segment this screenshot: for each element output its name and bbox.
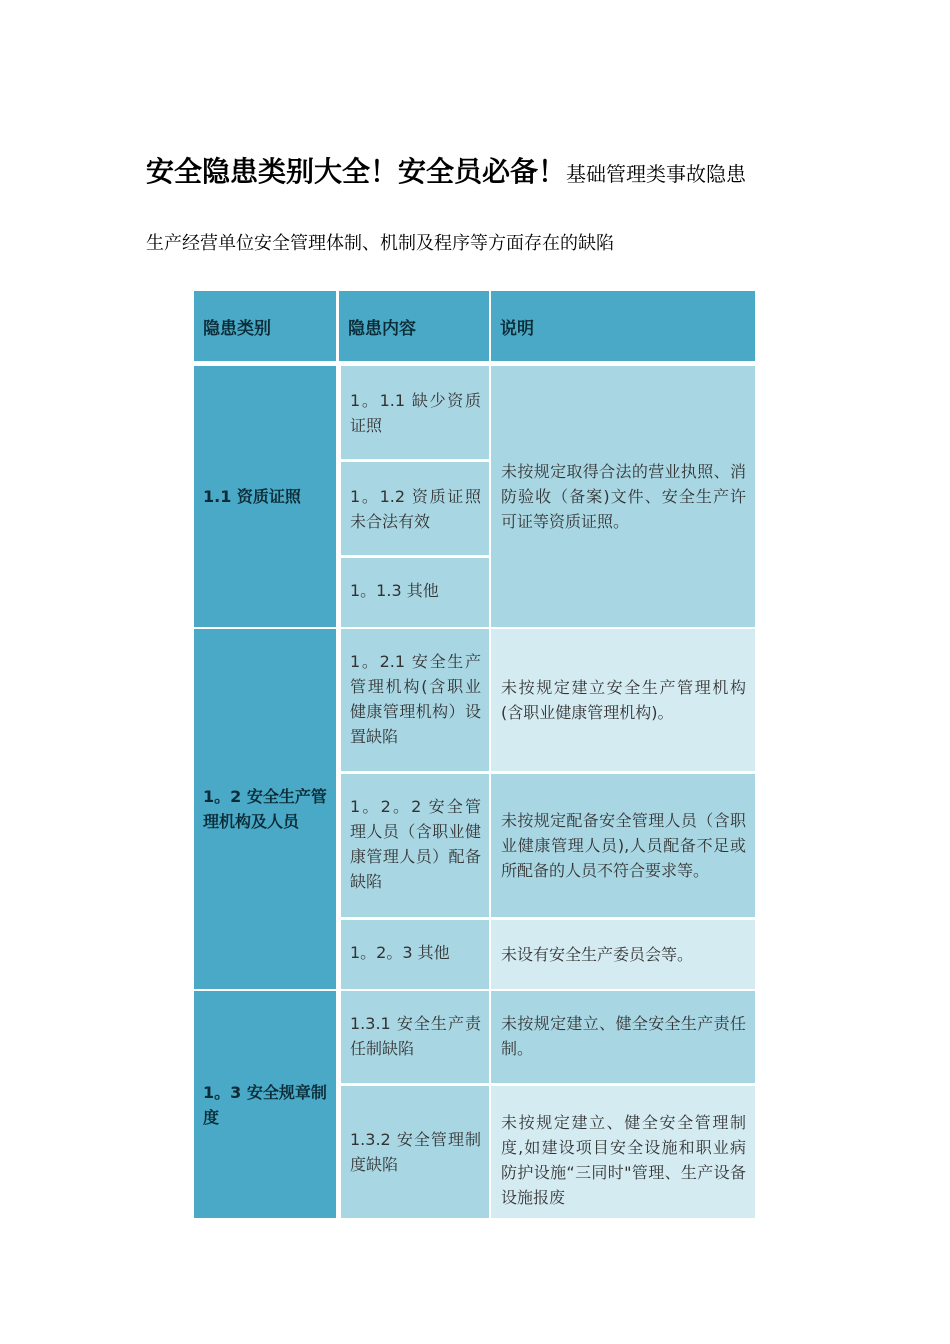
category-cell: 1。3 安全规章制度 [194,991,336,1218]
header-category: 隐患类别 [194,291,336,361]
category-cell: 1。2 安全生产管理机构及人员 [194,629,336,989]
page-title [146,152,846,194]
note-text: 未按规定建立安全生产管理机构(含职业健康管理机构)。 [501,678,746,722]
note-text: 未按规定配备安全管理人员（含职业健康管理人员),人员配备不足或所配备的人员不符合要求等。 [501,811,746,880]
note-cell [491,1086,755,1218]
section-subtitle: 生产经营单位安全管理体制、机制及程序等方面存在的缺陷 [146,233,614,254]
content-cell: 1.3.1 安全生产责任制缺陷 [341,991,489,1083]
content-cell: 1。2。2 安全管理人员（含职业健康管理人员）配备缺陷 [341,774,489,917]
note-text: 未按规定取得合法的营业执照、消防验收（备案)文件、安全生产许可证等资质证照。 [501,462,746,531]
header-note: 说明 [491,291,755,361]
content-cell: 1。2。3 其他 [341,920,489,989]
note-cell [491,774,755,917]
content-cell: 1。1.1 缺少资质证照 [341,366,489,459]
content-text: 1.3.2 安全管理制度缺陷 [350,1130,481,1174]
content-cell: 1。1.3 其他 [341,558,489,627]
category-cell: 1.1 资质证照 [194,366,336,627]
note-cell [491,366,755,627]
content-cell: 1。2.1 安全生产管理机构(含职业健康管理机构）设置缺陷 [341,629,489,771]
note-text: 未按规定建立、健全安全生产责任制。 [501,1014,746,1058]
note-text: 未按规定建立、健全安全管理制度,如建设项目安全设施和职业病防护设施“三同时"管理、生产设备设施报废 [501,1113,746,1207]
header-content: 隐患内容 [339,291,489,361]
hazard-table [194,291,755,1218]
note-cell [491,991,755,1083]
title-sub: 基础管理类事故隐患 [566,162,747,186]
title-main: 安全隐患类别大全！安全员必备！ [146,155,567,188]
content-cell [341,1086,489,1218]
content-cell: 1。1.2 资质证照未合法有效 [341,462,489,555]
note-cell [491,629,755,771]
note-cell [491,920,755,989]
note-text: 未设有安全生产委员会等。 [501,945,694,964]
